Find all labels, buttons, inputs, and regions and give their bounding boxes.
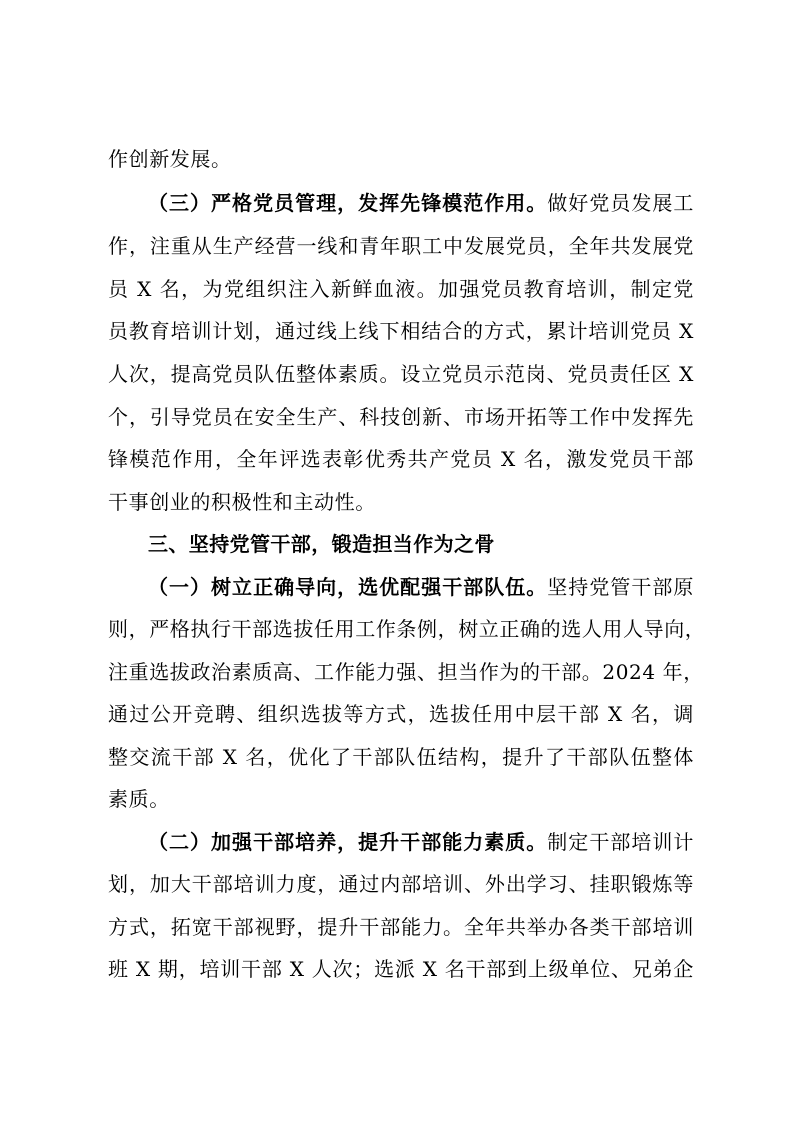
line-text: 通过公开竞聘、组织选拔等方式，选拔任用中层干部 X 名，调 (108, 702, 694, 726)
subsection-title-line (148, 570, 694, 604)
subsection-title-line (148, 186, 694, 220)
paragraph-line (108, 612, 706, 646)
paragraph-line (108, 357, 694, 391)
paragraph-line (108, 952, 694, 986)
paragraph-line (108, 400, 694, 434)
subsection-title-line (148, 825, 694, 859)
line-text: 方式，拓宽干部视野，提升干部能力。全年共举办各类干部培训 (108, 915, 694, 939)
line-text: 员教育培训计划，通过线上线下相结合的方式，累计培训党员 X (108, 319, 694, 343)
paragraph-line (108, 314, 694, 348)
line-text: 人次，提高党员队伍整体素质。设立党员示范岗、党员责任区 X (108, 362, 694, 386)
line-text: 做好党员发展工 (547, 191, 694, 215)
line-text: 员 X 名，为党组织注入新鲜血液。加强党员教育培训，制定党 (108, 277, 694, 301)
subsection-title: （一）树立正确导向，选优配强干部队伍。 (148, 575, 548, 599)
line-text: 划，加大干部培训力度，通过内部培训、外出学习、挂职锻炼等 (108, 872, 694, 896)
paragraph-line (108, 655, 704, 689)
line-text: 干事创业的积极性和主动性。 (108, 490, 376, 514)
line-text: 则，严格执行干部选拔任用工作条例，树立正确的选人用人导向， (108, 617, 706, 641)
paragraph-line (108, 910, 694, 944)
line-text: 作创新发展。 (108, 147, 232, 171)
paragraph-line (108, 272, 694, 306)
subsection-title: （三）严格党员管理，发挥先锋模范作用。 (148, 191, 548, 215)
line-text: 坚持党管干部原 (547, 575, 694, 599)
section-heading-text: 三、坚持党管干部，锻造担当作为之骨 (148, 532, 495, 556)
paragraph-line (108, 697, 694, 731)
line-text: 整交流干部 X 名，优化了干部队伍结构，提升了干部队伍整体 (108, 745, 694, 769)
line-text: 锋模范作用，全年评选表彰优秀共产党员 X 名，激发党员干部 (108, 447, 694, 471)
paragraph-line (108, 229, 694, 263)
line-text: 班 X 期，培训干部 X 人次；选派 X 名干部到上级单位、兄弟企 (108, 957, 694, 981)
line-text: 作，注重从生产经营一线和青年职工中发展党员，全年共发展党 (108, 234, 694, 258)
line-text: 个，引导党员在安全生产、科技创新、市场开拓等工作中发挥先 (108, 405, 694, 429)
line-text: 素质。 (108, 787, 170, 811)
paragraph-line (108, 485, 694, 519)
section-heading (148, 527, 694, 561)
paragraph-line (108, 142, 694, 176)
line-text: 注重选拔政治素质高、工作能力强、担当作为的干部。2024 年， (108, 660, 704, 684)
paragraph-line (108, 782, 694, 816)
paragraph-line (108, 442, 694, 476)
line-text: 制定干部培训计 (547, 830, 694, 854)
paragraph-line (108, 867, 694, 901)
subsection-title: （二）加强干部培养，提升干部能力素质。 (148, 830, 548, 854)
paragraph-line (108, 740, 694, 774)
